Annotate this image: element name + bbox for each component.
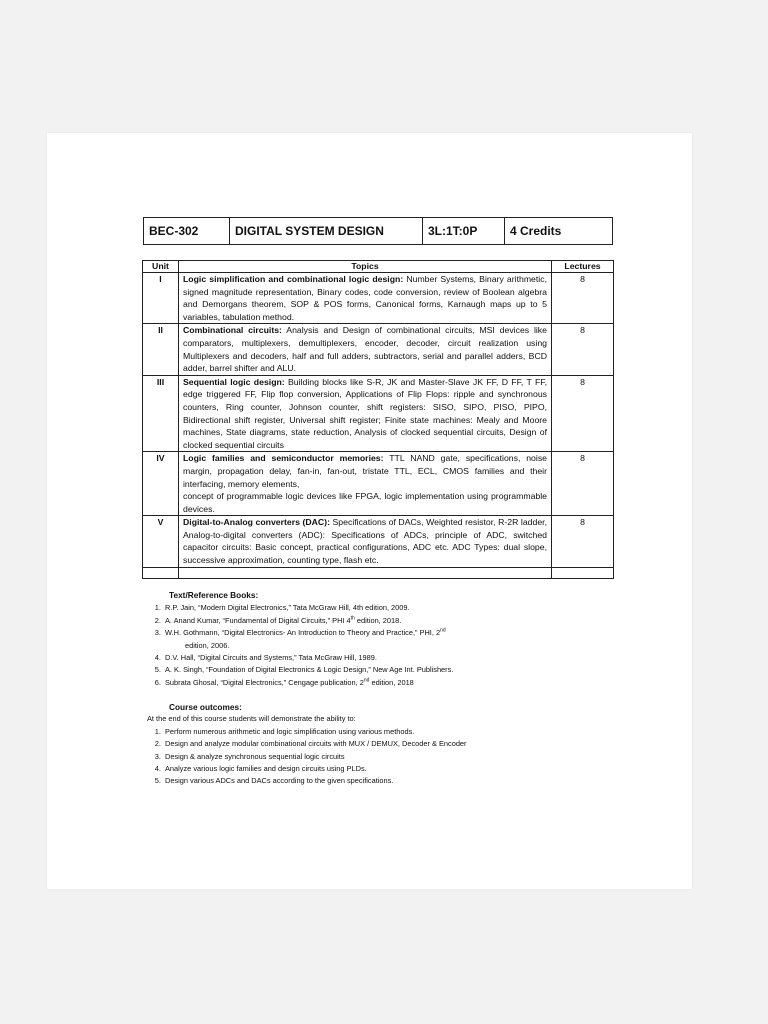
reference-item [163,615,587,627]
course-outcomes-intro: At the end of this course students will demonstrate the ability to: [147,714,356,724]
spacer-cell [143,567,179,578]
unit-topic-text: Number Systems, Binary arithmetic, signed magnitude representation, Binary codes, code conversion, review of Boolean algebra and Demorgans theorem, SOP & POS forms, Canonical forms, Karnaugh maps up to 5 variables, tabulation method. [183,274,547,322]
unit-topic-text-extra: concept of programmable logic devices like FPGA, logic implementation using programmable devices. [183,491,547,514]
course-outcomes-section [147,701,587,788]
spacer-cell [179,567,552,578]
table-row [143,324,614,375]
reference-text-end: edition, 2018. [354,615,402,625]
unit-lectures: 8 [552,375,614,452]
reference-text: A. Anand Kumar, “Fundamental of Digital Circuits,” PHI 4 [165,615,351,625]
reference-item [163,664,587,676]
unit-number: V [143,516,179,567]
outcome-item: 1. Perform numerous arithmetic and logic simplification using various methods. [163,726,587,738]
course-header-table [143,217,613,245]
table-row [143,516,614,567]
outcome-item: 4. Analyze various logic families and design circuits using PLDs. [163,763,587,775]
reference-text-end: edition, 2006. [185,640,230,650]
unit-topic-text: Analysis and Design of combinational circuits, MSI devices like comparators, multiplexers, demultiplexers, encoder, decoder, circuit realization using Multiplexers and decoders, half and full adders, subtractors, serial and parallel adders, BCD adder, barrel shifter and ALU. [183,325,547,374]
unit-lectures: 8 [552,273,614,324]
unit-topics [179,516,552,567]
reference-text: A. K. Singh, “Foundation of Digital Electronics & Logic Design,” New Age Int. Publishers. [165,665,454,675]
spacer-cell [552,567,614,578]
reference-text-end: edition, 2018 [369,677,414,687]
reference-books-section [147,589,587,689]
outcome-list [147,726,587,788]
outcome-item: 3. Design & analyze synchronous sequential logic circuits [163,751,587,763]
course-code: BEC-302 [144,218,230,245]
syllabus-table [142,260,614,579]
unit-topic-lead: Combinational circuits: [183,325,282,336]
course-title: DIGITAL SYSTEM DESIGN [230,218,423,245]
unit-number: II [143,324,179,375]
reference-item [163,602,587,614]
table-row-spacer [143,567,614,578]
unit-topics [179,452,552,516]
topics-header: Topics [179,261,552,273]
unit-lectures: 8 [552,516,614,567]
unit-topic-lead: Sequential logic design: [183,376,285,387]
course-outcomes-heading: Course outcomes: [169,702,242,712]
unit-topic-text: TTL NAND gate, specifications, noise margin, propagation delay, fan-in, fan-out, tristate TTL, ECL, CMOS families and their interfacing, memory elements, [183,453,547,489]
syllabus-header-row [143,261,614,273]
reference-item [163,627,587,652]
reference-superscript: nd [363,677,370,684]
reference-text: W.H. Gothmann, “Digital Electronics- An Introduction to Theory and Practice,” PHI, 2 [165,628,441,638]
reference-books-heading: Text/Reference Books: [169,590,259,600]
unit-header: Unit [143,261,179,273]
reference-text: D.V. Hall, “Digital Circuits and Systems,” Tata McGraw Hill, 1989. [165,653,377,663]
unit-topics [179,375,552,452]
course-header-row [144,218,613,245]
reference-list [147,602,587,689]
unit-topic-text: Specifications of DACs, Weighted resistor, R-2R ladder, Analog-to-digital converters (ADC): Specifications of ADCs, principle of ADC, switched capacitor circuits: Basic concept, practical configurations, ADC etc. ADC Types: dual slope, successive approximation, counting type, flash etc. [183,517,547,566]
unit-topic-text: Building blocks like S-R, JK and Master-Slave JK FF, D FF, T FF, edge triggered FF, Flip flop conversion, Applications of Flip Flops: ripple and synchronous counters, Ring counter, Johnson counter, shift registers: SISO, SIPO, PISO, PIPO, Bidirectional shift register, Universal shift register; Finite state machines: Mealy and Moore machines, State diagrams, state reduction, Analysis of clocked sequential circuits, Design of clocked sequential circuits [183,376,548,450]
reference-text: R.P. Jain, “Modern Digital Electronics,” Tata McGraw Hill, 4th edition, 2009. [165,603,410,613]
table-row [143,273,614,324]
unit-topic-lead: Digital-to-Analog converters (DAC): [183,517,330,528]
reference-item [163,677,587,689]
course-ltp: 3L:1T:0P [423,218,505,245]
reference-superscript: nd [440,627,446,634]
unit-number: III [143,375,179,452]
unit-topics [179,273,552,324]
outcome-item: 2. Design and analyze modular combinational circuits with MUX / DEMUX, Decoder & Encoder [163,738,587,750]
unit-lectures: 8 [552,452,614,516]
lectures-header: Lectures [552,261,614,273]
reference-superscript: th [350,615,355,622]
course-credits: 4 Credits [505,218,613,245]
reference-text: Subrata Ghosal, “Digital Electronics,” Cengage publication, 2 [165,677,364,687]
table-row [143,375,614,452]
unit-number: IV [143,452,179,516]
unit-number: I [143,273,179,324]
table-row [143,452,614,516]
unit-topics [179,324,552,375]
unit-topic-lead: Logic simplification and combinational logic design: [183,274,404,284]
unit-lectures: 8 [552,324,614,375]
outcome-item: 5. Design various ADCs and DACs according to the given specifications. [163,775,587,787]
unit-topic-lead: Logic families and semiconductor memories: [183,453,384,464]
reference-item [163,652,587,664]
